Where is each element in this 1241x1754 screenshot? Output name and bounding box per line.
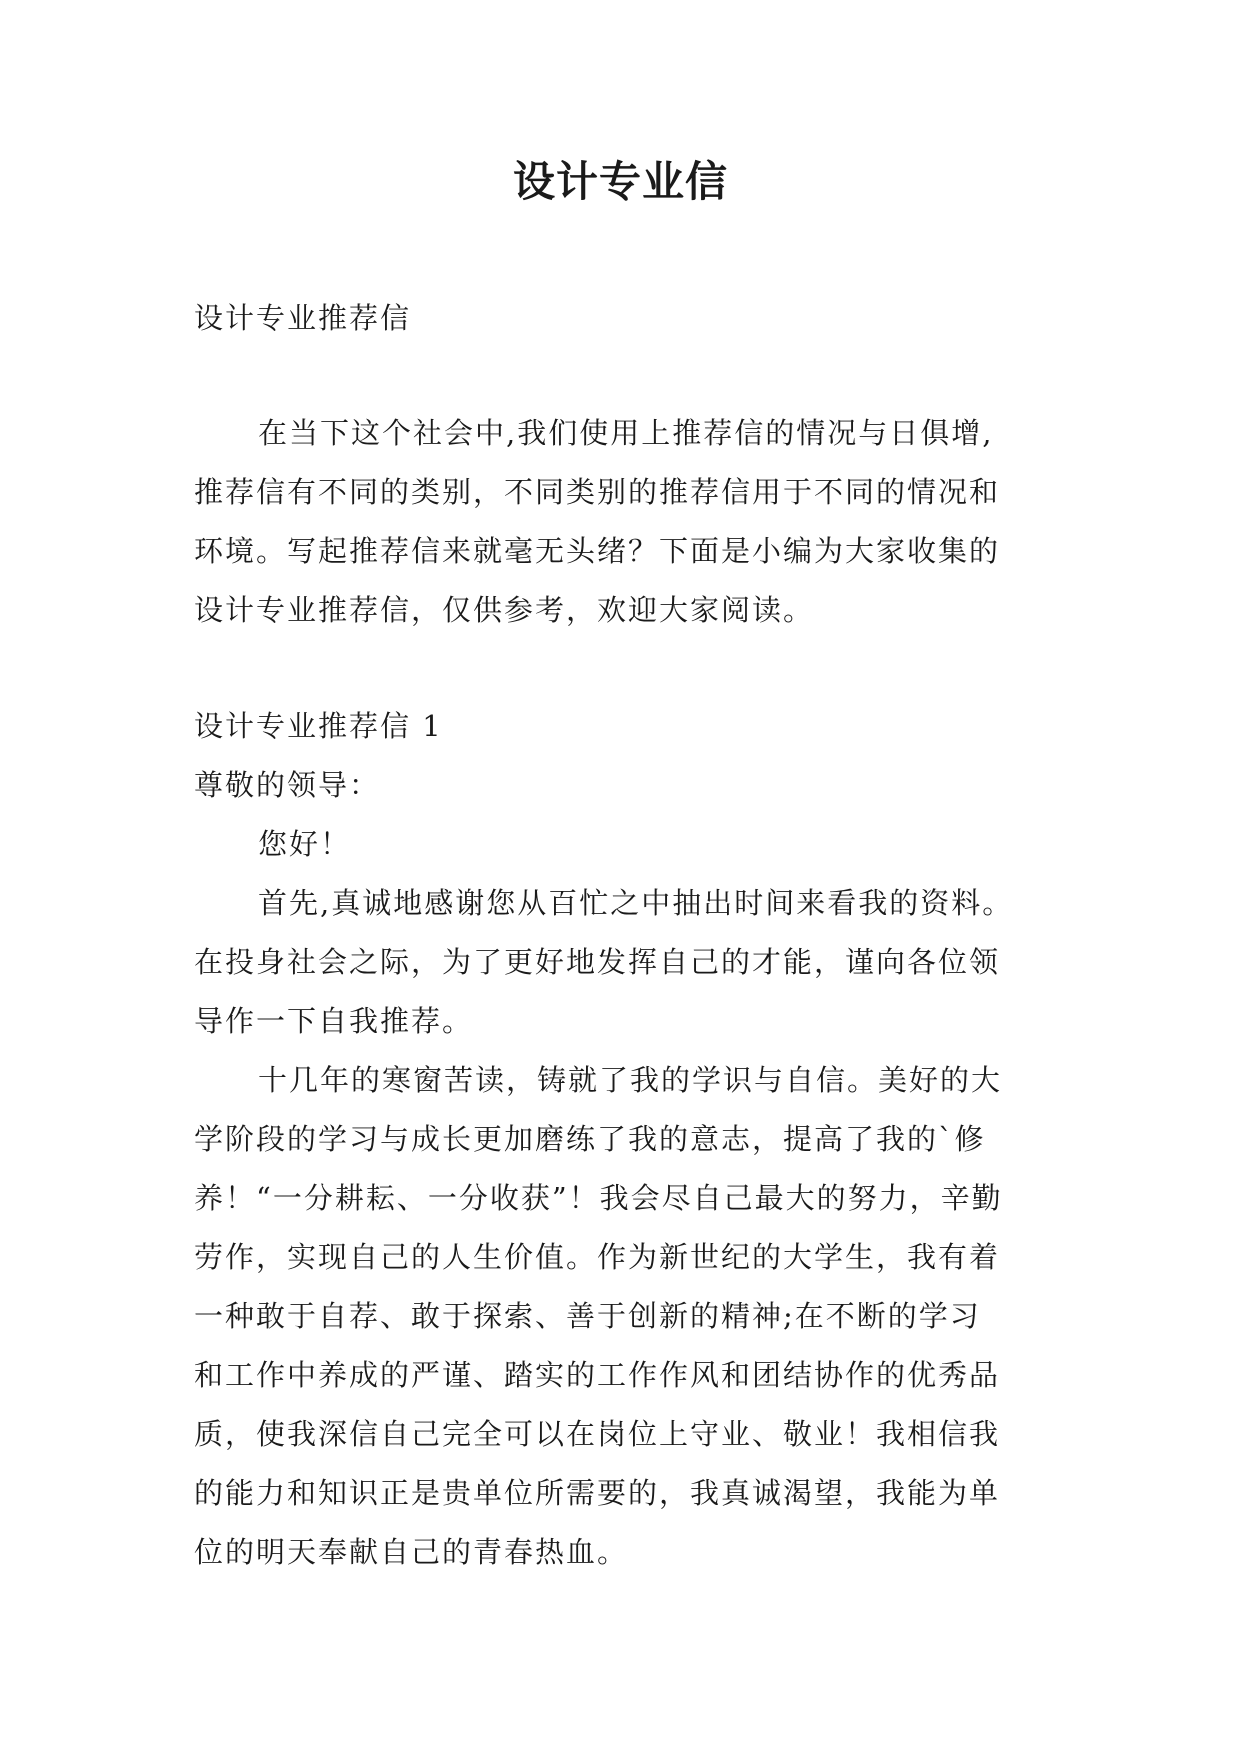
paragraph-line: 位的明天奉献自己的青春热血。 <box>194 1535 629 1569</box>
paragraph-line: 首先,真诚地感谢您从百忙之中抽出时间来看我的资料。 <box>258 886 1014 920</box>
paragraph-line: 质，使我深信自己完全可以在岗位上守业、敬业！我相信我 <box>194 1417 1001 1451</box>
paragraph-line: 养！“一分耕耘、一分收获”！我会尽自己最大的努力，辛勤 <box>194 1181 1003 1215</box>
paragraph-line: 十几年的寒窗苦读，铸就了我的学识与自信。美好的大 <box>258 1063 1003 1097</box>
paragraph-line: 的能力和知识正是贵单位所需要的，我真诚渴望，我能为单 <box>194 1476 1001 1510</box>
section-heading: 设计专业推荐信 1 <box>194 709 443 743</box>
paragraph-line: 一种敢于自荐、敢于探索、善于创新的精神;在不断的学习 <box>194 1299 981 1333</box>
paragraph-line: 在投身社会之际，为了更好地发挥自己的才能，谨向各位领 <box>194 945 1001 979</box>
document-subtitle: 设计专业推荐信 <box>194 301 412 335</box>
paragraph-line: 学阶段的学习与成长更加磨练了我的意志，提高了我的`修 <box>194 1122 986 1156</box>
paragraph-line: 导作一下自我推荐。 <box>194 1004 474 1038</box>
intro-line: 环境。写起推荐信来就毫无头绪？下面是小编为大家收集的 <box>194 534 1001 568</box>
salutation: 尊敬的领导： <box>194 768 381 802</box>
intro-line: 在当下这个社会中,我们使用上推荐信的情况与日俱增, <box>258 416 994 450</box>
paragraph-line: 劳作，实现自己的人生价值。作为新世纪的大学生，我有着 <box>194 1240 1001 1274</box>
greeting: 您好！ <box>258 827 352 861</box>
intro-line: 推荐信有不同的类别，不同类别的推荐信用于不同的情况和 <box>194 475 1001 509</box>
document-title: 设计专业信 <box>512 157 728 206</box>
paragraph-line: 和工作中养成的严谨、踏实的工作作风和团结协作的优秀品 <box>194 1358 1001 1392</box>
intro-line: 设计专业推荐信，仅供参考，欢迎大家阅读。 <box>194 593 815 627</box>
